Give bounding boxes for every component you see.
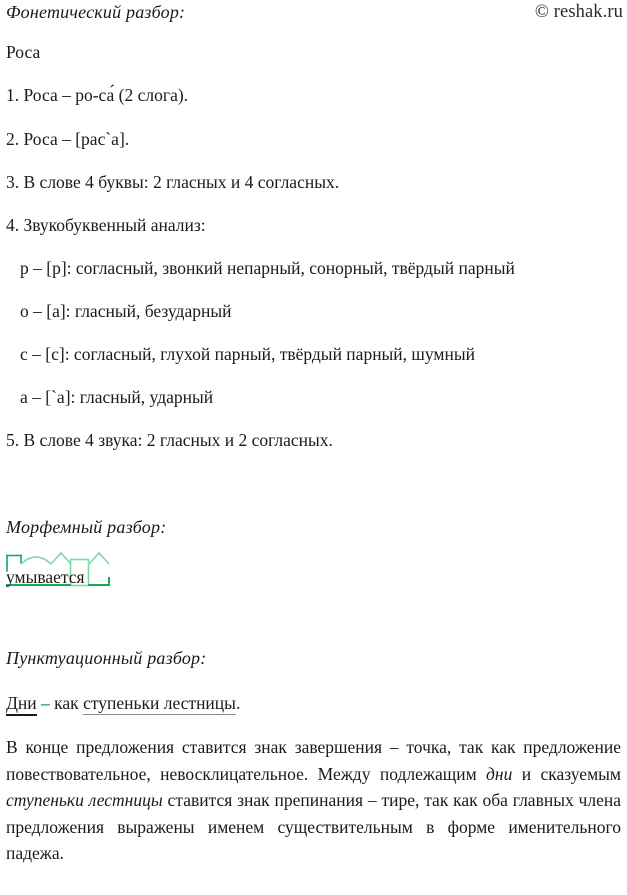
sentence-period: . xyxy=(235,693,241,713)
explanation-emphasis-2: ступеньки лестницы xyxy=(6,790,163,810)
phonetic-step-2: 2. Роса – [рас`а]. xyxy=(6,129,130,149)
phonetic-step-4: 4. Звукобуквенный анализ: xyxy=(6,215,206,235)
root-arc-mark xyxy=(21,557,51,564)
phonetic-section-title: Фонетический разбор: xyxy=(6,2,186,22)
sound-analysis-o: о – [а]: гласный, безударный xyxy=(20,301,232,321)
postfix-arc-mark xyxy=(89,553,109,564)
sentence-dash: – xyxy=(41,693,50,713)
punctuation-section-title: Пунктуационный разбор: xyxy=(6,648,207,668)
watermark: © reshak.ru xyxy=(534,2,623,22)
sentence-middle: как xyxy=(54,693,79,713)
sound-analysis-r: р – [р]: согласный, звонкий непарный, сонорный, твёрдый парный xyxy=(20,258,515,278)
phonetic-step-3: 3. В слове 4 буквы: 2 гласных и 4 согласных. xyxy=(6,172,340,192)
morphemic-section-title: Морфемный разбор: xyxy=(6,517,167,537)
phonetic-step-1: 1. Роса – ро-са́ (2 слога). xyxy=(6,85,189,105)
sentence-subject: Дни xyxy=(6,693,37,716)
explanation-part-2: и сказуемым xyxy=(512,763,621,784)
phonetic-step-5: 5. В слове 4 звука: 2 гласных и 2 согласных. xyxy=(6,430,333,450)
suffix-arc-mark xyxy=(51,553,71,564)
morphemic-word: умывается xyxy=(6,567,85,587)
sound-analysis-a: а – [`а]: гласный, ударный xyxy=(20,387,214,407)
explanation-part-1: В конце предложения ставится знак завершения – точка, так как предложение повествовательное, невосклицательное. Между подлежащим xyxy=(6,737,621,784)
sound-analysis-s: с – [с]: согласный, глухой парный, твёрдый парный, шумный xyxy=(20,344,475,364)
punctuation-sentence xyxy=(6,691,240,715)
punctuation-explanation xyxy=(6,734,621,867)
explanation-emphasis-1: дни xyxy=(486,763,513,784)
phonetic-word: Роса xyxy=(6,42,41,62)
explanation-part-3: ставится знак препинания – тире, так как оба главных члена предложения выражены именем существительным в форме именительного падежа. xyxy=(6,790,621,863)
sentence-predicate: ступеньки лестницы xyxy=(83,693,236,713)
